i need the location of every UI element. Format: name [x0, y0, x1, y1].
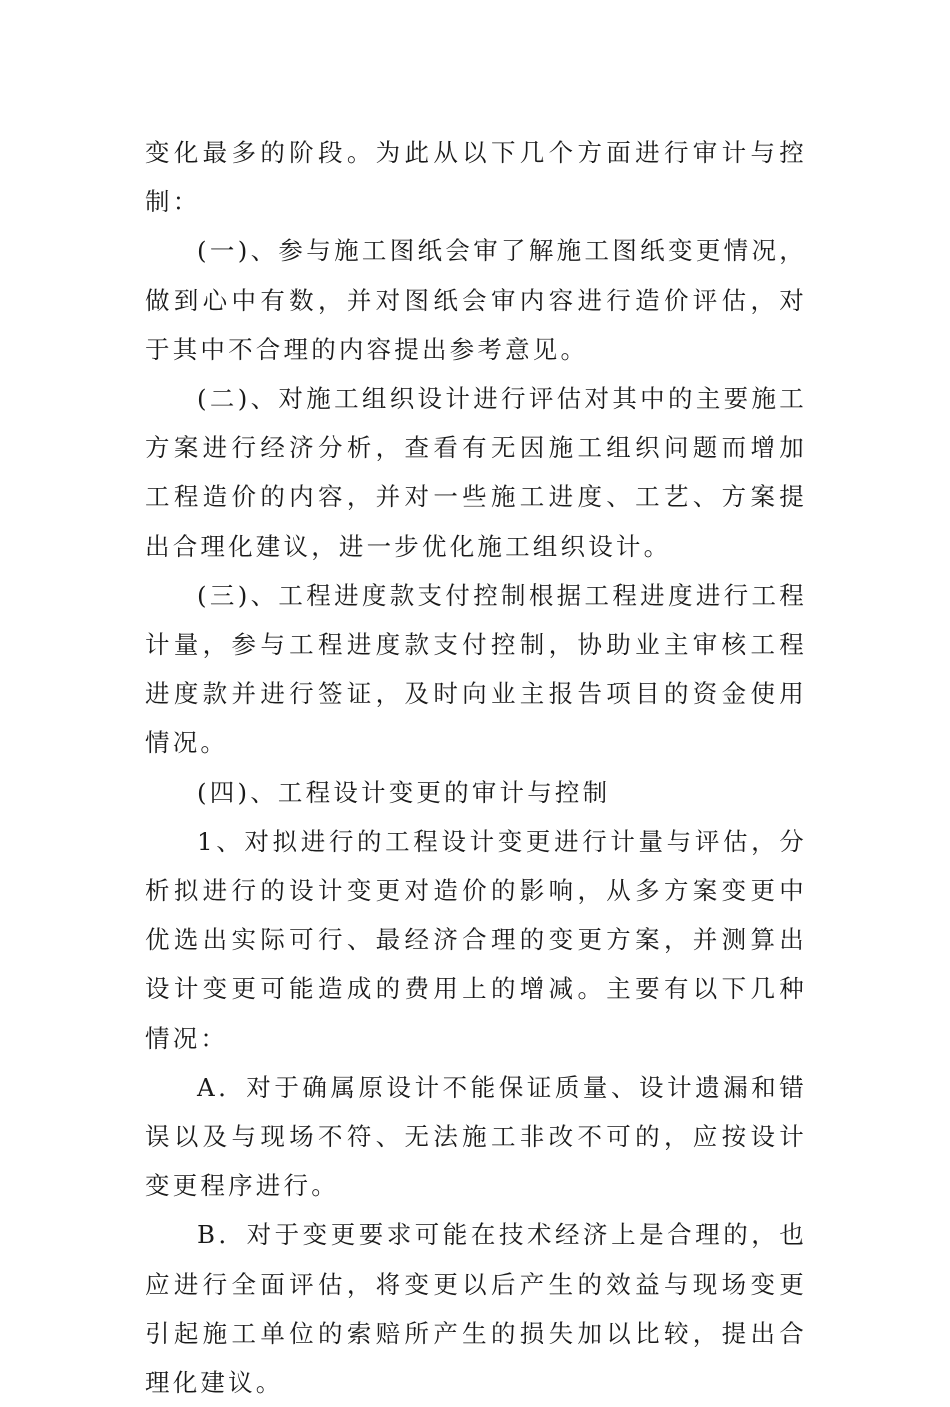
paragraph-section-3: (三)、工程进度款支付控制根据工程进度进行工程计量，参与工程进度款支付控制，协助业主审核工程进度款并进行签证，及时向业主报告项目的资金使用情况。: [145, 580, 807, 758]
paragraph-item-a: A．对于确属原设计不能保证质量、设计遗漏和错误以及与现场不符、无法施工非改不可的，应按设计变更程序进行。: [145, 1072, 807, 1201]
paragraph-section-2: (二)、对施工组织设计进行评估对其中的主要施工方案进行经济分析，查看有无因施工组织问题而增加工程造价的内容，并对一些施工进度、工艺、方案提出合理化建议，进一步优化施工组织设计。: [145, 384, 807, 561]
document-body: [145, 128, 807, 1407]
paragraph-item-b: B．对于变更要求可能在技术经济上是合理的，也应进行全面评估，将变更以后产生的效益与现场变更引起施工单位的索赔所产生的损失加以比较，提出合理化建议。: [145, 1220, 807, 1398]
paragraph-intro: 变化最多的阶段。为此从以下几个方面进行审计与控制：: [145, 138, 807, 217]
paragraph-section-4-heading: (四)、工程设计变更的审计与控制: [197, 777, 611, 807]
paragraph-section-1: (一)、参与施工图纸会审了解施工图纸变更情况，做到心中有数，并对图纸会审内容进行造价评估，对于其中不合理的内容提出参考意见。: [145, 236, 807, 364]
paragraph-item-1: 1、对拟进行的工程设计变更进行计量与评估，分析拟进行的设计变更对造价的影响，从多方案变更中优选出实际可行、最经济合理的变更方案，并测算出设计变更可能造成的费用上的增减。主要有以下几种情况：: [145, 826, 807, 1053]
